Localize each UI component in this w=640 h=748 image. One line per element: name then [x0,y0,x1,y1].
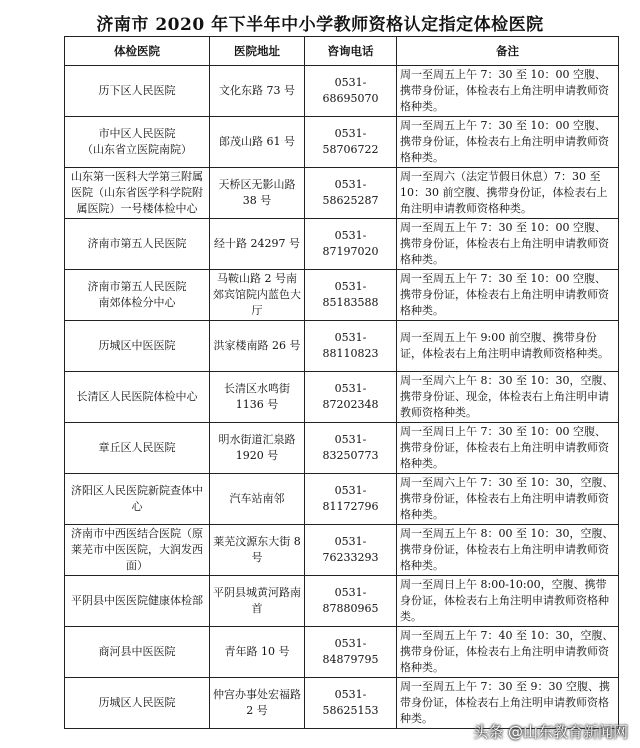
phone-cell: 0531-81172796 [305,474,397,525]
header-phone: 咨询电话 [305,37,397,66]
phone-cell: 0531-68695070 [305,66,397,117]
table-row [65,168,619,219]
hospital-name-cell: 历下区人民医院 [65,66,210,117]
notes-cell: 周一至周五上午 8：00 至 10：30，空腹、携带身份证，体检表右上角注明申请教师资格种类。 [397,525,619,576]
hospital-name-cell: 济南市第五人民医院 南郊体检分中心 [65,270,210,321]
phone-cell: 0531-87197020 [305,219,397,270]
phone-cell: 0531-84879795 [305,627,397,678]
phone-cell: 0531-83250773 [305,423,397,474]
table-row [65,219,619,270]
address-cell: 文化东路 73 号 [210,66,305,117]
address-cell: 洪家楼南路 26 号 [210,321,305,372]
hospital-table [64,36,619,729]
notes-cell: 周一至周五上午 7：30 至 9：30 空腹、携带身份证，体检表右上角注明申请教师资格种类。 [397,678,619,729]
watermark: 头条 @山东教育新闻网 [473,723,628,741]
phone-cell: 0531-58706722 [305,117,397,168]
header-address: 医院地址 [210,37,305,66]
phone-cell: 0531-87880965 [305,576,397,627]
header-hospital: 体检医院 [65,37,210,66]
notes-cell: 周一至周六上午 8：30 至 10：30，空腹、携带身份证、现金，体检表右上角注明申请教师资格种类。 [397,372,619,423]
phone-cell: 0531-76233293 [305,525,397,576]
address-cell: 郎茂山路 61 号 [210,117,305,168]
address-cell: 马鞍山路 2 号南郊宾馆院内蓝色大厅 [210,270,305,321]
table-row [65,270,619,321]
table-row [65,372,619,423]
phone-cell: 0531-85183588 [305,270,397,321]
address-cell: 明水街道汇泉路 1920 号 [210,423,305,474]
address-cell: 天桥区无影山路 38 号 [210,168,305,219]
notes-cell: 周一至周五上午 7：30 至 10：00 空腹、携带身份证，体检表右上角注明申请教师资格种类。 [397,219,619,270]
table-row [65,525,619,576]
hospital-name-cell: 市中区人民医院 （山东省立医院南院） [65,117,210,168]
address-cell: 平阴县城黄河路南首 [210,576,305,627]
address-cell: 经十路 24297 号 [210,219,305,270]
hospital-name-cell: 历城区中医医院 [65,321,210,372]
notes-cell: 周一至周五上午 7：30 至 10：00 空腹、携带身份证，体检表右上角注明申请教师资格种类。 [397,117,619,168]
table-row [65,66,619,117]
table-row [65,321,619,372]
table-row [65,117,619,168]
phone-cell: 0531-88110823 [305,321,397,372]
hospital-name-cell: 章丘区人民医院 [65,423,210,474]
hospital-name-cell: 济南市第五人民医院 [65,219,210,270]
table-row [65,474,619,525]
notes-cell: 周一至周六上午 7：30 至 10：30，空腹、携带身份证，体检表右上角注明申请教师资格种类。 [397,474,619,525]
phone-cell: 0531-58625153 [305,678,397,729]
address-cell: 长清区水鸣街 1136 号 [210,372,305,423]
notes-cell: 周一至周五上午 7：40 至 10：30，空腹、携带身份证，体检表右上角注明申请教师资格种类。 [397,627,619,678]
notes-cell: 周一至周六（法定节假日休息）7：30 至 10：30 前空腹、携带身份证，体检表右上角注明申请教师资格种类。 [397,168,619,219]
hospital-name-cell: 山东第一医科大学第三附属医院（山东省医学科学院附属医院）一号楼体检中心 [65,168,210,219]
phone-cell: 0531-58625287 [305,168,397,219]
hospital-name-cell: 济阳区人民医院新院查体中心 [65,474,210,525]
header-notes: 备注 [397,37,619,66]
table-row [65,576,619,627]
phone-cell: 0531-87202348 [305,372,397,423]
address-cell: 汽车站南邻 [210,474,305,525]
notes-cell: 周一至周五上午 7：30 至 10：00 空腹、携带身份证，体检表右上角注明申请教师资格种类。 [397,66,619,117]
hospital-name-cell: 平阴县中医医院健康体检部 [65,576,210,627]
notes-cell: 周一至周五上午 9:00 前空腹、携带身份证，体检表右上角注明申请教师资格种类。 [397,321,619,372]
notes-cell: 周一至周日上午 8:00-10:00，空腹、携带身份证，体检表右上角注明申请教师资格种类。 [397,576,619,627]
table-header-row [65,37,619,66]
hospital-name-cell: 济南市中西医结合医院（原莱芜市中医医院，大润发西面） [65,525,210,576]
notes-cell: 周一至周五上午 7：30 至 10：00 空腹、携带身份证，体检表右上角注明申请教师资格种类。 [397,270,619,321]
hospital-name-cell: 长清区人民医院体检中心 [65,372,210,423]
address-cell: 青年路 10 号 [210,627,305,678]
table-row [65,423,619,474]
document-title: 济南市 2020 年下半年中小学教师资格认定指定体检医院 [96,15,544,35]
table-body [65,66,619,729]
hospital-name-cell: 历城区人民医院 [65,678,210,729]
address-cell: 莱芜汶源东大街 8 号 [210,525,305,576]
table-row [65,627,619,678]
address-cell: 仲宫办事处宏福路 2 号 [210,678,305,729]
hospital-name-cell: 商河县中医医院 [65,627,210,678]
notes-cell: 周一至周日上午 7：30 至 10：00 空腹、携带身份证，体检表右上角注明申请教师资格种类。 [397,423,619,474]
